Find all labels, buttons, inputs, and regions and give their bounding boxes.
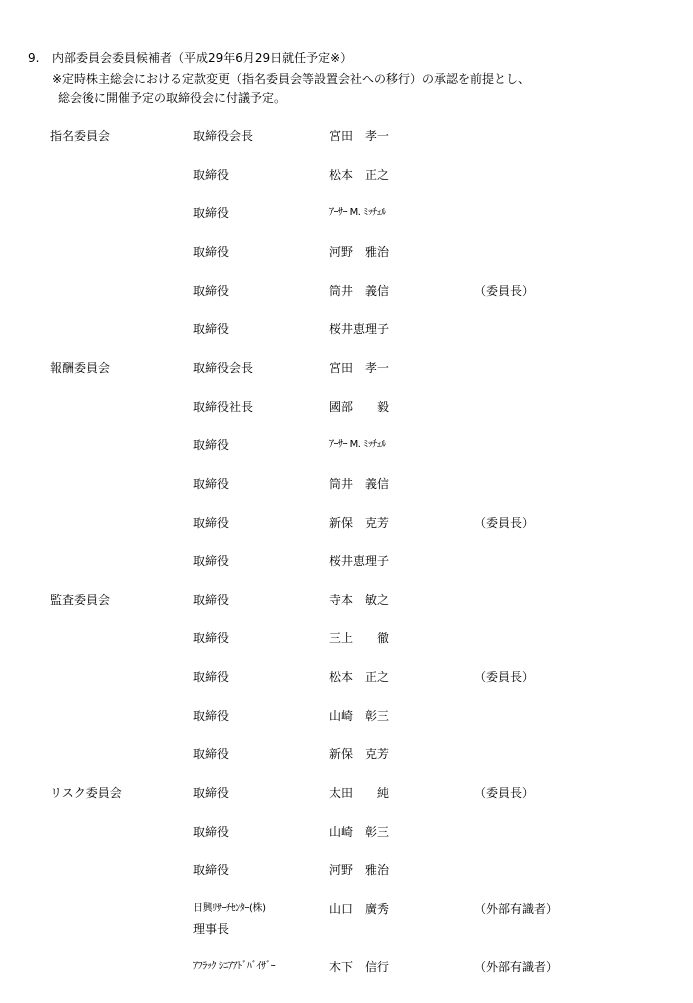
member-name: 筒井 義信 [329, 284, 390, 298]
member-title: 取締役 [193, 245, 230, 259]
member-row [0, 206, 693, 222]
member-title: 取締役 [193, 709, 230, 723]
member-row [0, 361, 693, 377]
member-name: 宮田 孝一 [329, 361, 390, 375]
member-row [0, 554, 693, 570]
member-row [0, 960, 693, 976]
member-row [0, 747, 693, 763]
member-note: （外部有識者） [474, 960, 559, 974]
member-note: （委員長） [474, 670, 535, 684]
member-name: 宮田 孝一 [329, 129, 390, 143]
member-row [0, 670, 693, 686]
member-note: （外部有識者） [474, 902, 559, 916]
member-row [0, 631, 693, 647]
member-title: 取締役 [193, 322, 230, 336]
committee-name: 報酬委員会 [50, 361, 111, 375]
member-name: 國部 毅 [329, 400, 390, 414]
member-name: 寺本 敏之 [329, 593, 390, 607]
member-name: 山崎 彰三 [329, 825, 390, 839]
section-note-line-2: 総会後に開催予定の取締役会に付議予定。 [58, 91, 287, 105]
member-title: 取締役会長 [193, 129, 254, 143]
member-note: （委員長） [474, 786, 535, 800]
member-row [0, 322, 693, 338]
member-name: 河野 雅治 [329, 245, 390, 259]
member-name: 新保 克芳 [329, 516, 390, 530]
member-row [0, 863, 693, 879]
section-title: 内部委員会委員候補者（平成29年6月29日就任予定※） [52, 51, 353, 65]
member-title: 取締役 [193, 631, 230, 645]
member-note: （委員長） [474, 284, 535, 298]
member-title: 取締役会長 [193, 361, 254, 375]
member-name: 河野 雅治 [329, 863, 390, 877]
member-row [0, 245, 693, 261]
section-note-line-1: ※定時株主総会における定款変更（指名委員会等設置会社への移行）の承認を前提とし、 [52, 72, 531, 86]
member-title: 取締役 [193, 168, 230, 182]
member-title: 取締役 [193, 593, 230, 607]
member-name: 筒井 義信 [329, 477, 390, 491]
member-name: ｱｰｻｰ M. ﾐｯﾁｪﾙ [329, 439, 386, 450]
member-name: 桜井恵理子 [329, 322, 390, 336]
member-title: 取締役 [193, 477, 230, 491]
member-title: 取締役 [193, 670, 230, 684]
member-row [0, 825, 693, 841]
committee-name: 監査委員会 [50, 593, 111, 607]
member-row [0, 709, 693, 725]
member-name: 山口 廣秀 [329, 902, 390, 916]
member-row [0, 284, 693, 300]
member-name: 三上 徹 [329, 631, 390, 645]
member-title: 取締役 [193, 284, 230, 298]
committee-name: 指名委員会 [50, 129, 111, 143]
member-name: 木下 信行 [329, 960, 390, 974]
member-title: 取締役 [193, 554, 230, 568]
member-name: ｱｰｻｰ M. ﾐｯﾁｪﾙ [329, 207, 386, 218]
member-title: 取締役 [193, 438, 230, 452]
member-name: 太田 純 [329, 786, 390, 800]
member-row [0, 516, 693, 532]
member-row [0, 902, 693, 938]
member-name: 山崎 彰三 [329, 709, 390, 723]
member-title-line-1: 日興ﾘｻｰﾁｾﾝﾀｰ(株) [193, 903, 266, 914]
member-row [0, 786, 693, 802]
member-name: 桜井恵理子 [329, 554, 390, 568]
member-title: 取締役 [193, 786, 230, 800]
member-row [0, 400, 693, 416]
member-row [0, 477, 693, 493]
member-title: 取締役社長 [193, 400, 254, 414]
member-title: 取締役 [193, 863, 230, 877]
member-title: 取締役 [193, 825, 230, 839]
section-number: 9. [28, 51, 40, 65]
member-title: 取締役 [193, 747, 230, 761]
member-name: 松本 正之 [329, 168, 390, 182]
member-row [0, 438, 693, 454]
committee-name: リスク委員会 [50, 786, 122, 800]
member-row [0, 129, 693, 145]
member-title-line-2: 理事長 [193, 922, 230, 936]
member-title [193, 902, 266, 936]
member-title: ｱﾌﾗｯｸ ｼﾆｱｱﾄﾞﾊﾞｲｻﾞｰ [193, 961, 276, 972]
member-name: 新保 克芳 [329, 747, 390, 761]
member-row [0, 593, 693, 609]
member-row [0, 168, 693, 184]
member-title: 取締役 [193, 516, 230, 530]
member-title: 取締役 [193, 206, 230, 220]
member-note: （委員長） [474, 516, 535, 530]
member-name: 松本 正之 [329, 670, 390, 684]
